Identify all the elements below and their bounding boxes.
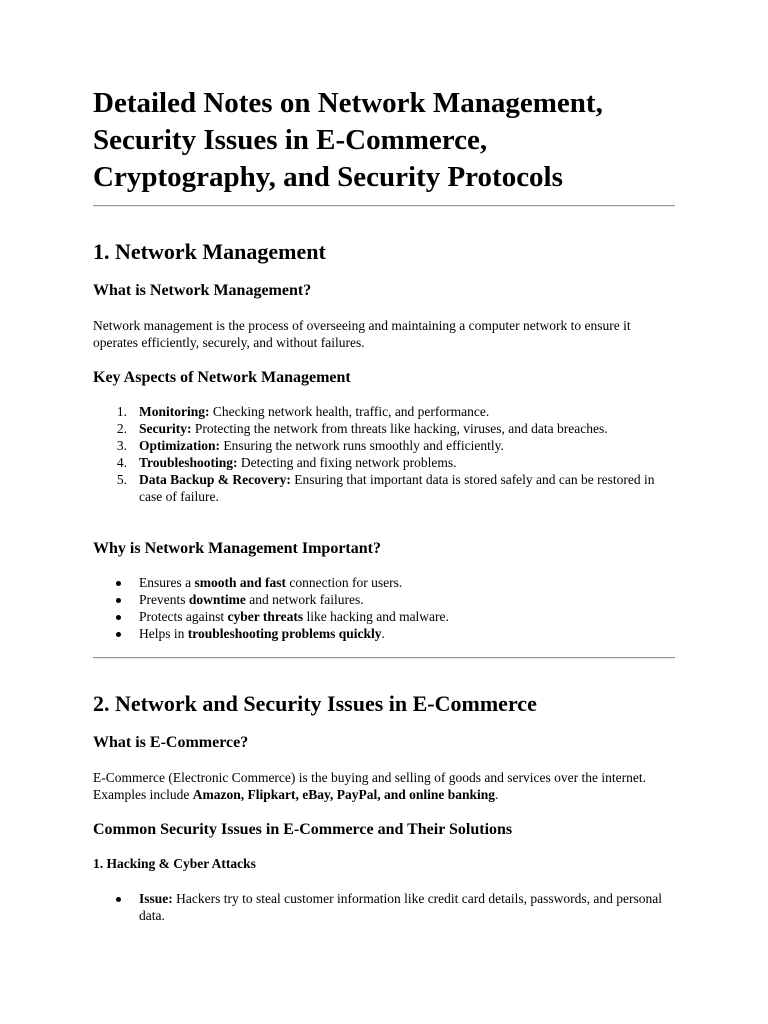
aspect-term: Security:	[139, 421, 192, 436]
bullet-icon	[116, 581, 121, 586]
item-text: Prevents	[139, 592, 189, 607]
key-aspects-heading: Key Aspects of Network Management	[93, 369, 351, 386]
item-text: Ensures a	[139, 575, 195, 590]
aspect-text: Protecting the network from threats like hacking, viruses, and data breaches.	[191, 421, 608, 436]
network-management-definition: Network management is the process of overseeing and maintaining a computer network to ensure it operates efficiently, securely, and without failures.	[93, 318, 631, 350]
issue-label: Issue:	[139, 891, 173, 906]
why-important-list	[93, 574, 675, 642]
horizontal-rule	[93, 657, 675, 659]
document-title: Detailed Notes on Network Management, Security Issues in E-Commerce, Cryptography, and Security Protocols	[93, 87, 603, 193]
list-item	[93, 890, 665, 924]
list-item	[93, 403, 665, 420]
item-text: connection for users.	[286, 575, 403, 590]
horizontal-rule	[93, 205, 675, 207]
list-item	[93, 454, 665, 471]
hacking-list	[93, 890, 675, 924]
bullet-icon	[116, 615, 121, 620]
item-emphasis: cyber threats	[227, 609, 304, 624]
item-text: and network failures.	[245, 592, 364, 607]
section-2-heading: 2. Network and Security Issues in E-Commerce	[93, 691, 537, 716]
hacking-heading: 1. Hacking & Cyber Attacks	[93, 856, 256, 871]
item-emphasis: smooth and fast	[194, 575, 286, 590]
definition-text: .	[495, 787, 499, 802]
definition-examples: Amazon, Flipkart, eBay, PayPal, and online banking	[192, 787, 496, 802]
common-security-issues-heading: Common Security Issues in E-Commerce and Their Solutions	[93, 821, 513, 838]
issue-text: Hackers try to steal customer information like credit card details, passwords, and personal data.	[139, 891, 662, 923]
list-item	[93, 420, 665, 437]
list-number: 1.	[116, 404, 127, 419]
aspect-text: Ensuring the network runs smoothly and efficiently.	[220, 438, 504, 453]
aspect-term: Optimization:	[139, 438, 220, 453]
list-item	[93, 625, 665, 642]
what-is-network-management-heading: What is Network Management?	[93, 282, 312, 299]
list-item	[93, 574, 665, 591]
list-item	[93, 608, 665, 625]
ecommerce-definition	[93, 769, 675, 803]
list-number: 3.	[116, 438, 127, 453]
item-text: .	[381, 626, 385, 641]
key-aspects-list	[93, 403, 675, 505]
list-number: 5.	[116, 472, 127, 487]
list-number: 4.	[116, 455, 127, 470]
list-item	[93, 471, 665, 505]
definition-text: E-Commerce (Electronic Commerce) is the buying and selling of goods and services over the internet. Examples include	[93, 770, 646, 802]
aspect-text: Checking network health, traffic, and performance.	[209, 404, 490, 419]
aspect-text: Detecting and fixing network problems.	[237, 455, 457, 470]
what-is-ecommerce-heading: What is E-Commerce?	[93, 734, 249, 751]
bullet-icon	[116, 897, 121, 902]
item-emphasis: troubleshooting problems quickly	[187, 626, 382, 641]
item-emphasis: downtime	[188, 592, 246, 607]
item-text: Protects against	[139, 609, 228, 624]
aspect-term: Troubleshooting:	[139, 455, 238, 470]
aspect-term: Monitoring:	[139, 404, 210, 419]
list-item	[93, 591, 665, 608]
bullet-icon	[116, 632, 121, 637]
item-text: Helps in	[139, 626, 188, 641]
bullet-icon	[116, 598, 121, 603]
aspect-term: Data Backup & Recovery:	[139, 472, 291, 487]
list-number: 2.	[116, 421, 127, 436]
aspect-text: Ensuring that important data is stored safely and can be restored in case of failure.	[139, 472, 655, 504]
list-item	[93, 437, 665, 454]
why-important-heading: Why is Network Management Important?	[93, 540, 381, 557]
section-1-heading: 1. Network Management	[93, 239, 326, 264]
item-text: like hacking and malware.	[303, 609, 449, 624]
